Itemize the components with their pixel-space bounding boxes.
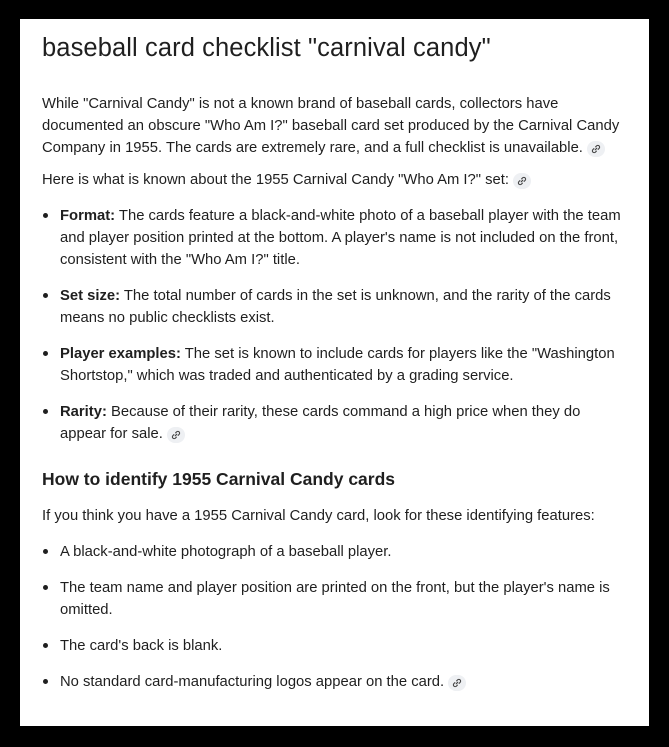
list-item xyxy=(60,671,627,693)
source-link-button[interactable] xyxy=(448,675,466,691)
list-item xyxy=(60,343,627,387)
source-link-button[interactable] xyxy=(513,173,531,189)
list-item xyxy=(60,285,627,329)
known-lead-text: Here is what is known about the 1955 Carnival Candy "Who Am I?" set: xyxy=(42,172,509,188)
answer-panel xyxy=(20,19,649,726)
fact-text: The set is known to include cards for players like the "Washington Shortstop," which was traded and authenticated by a grading service. xyxy=(60,346,615,384)
features-list xyxy=(42,541,627,693)
fact-text: Because of their rarity, these cards command a high price when they do appear for sale. xyxy=(60,404,581,442)
identify-lead: If you think you have a 1955 Carnival Candy card, look for these identifying features: xyxy=(42,508,595,524)
fact-label: Player examples: xyxy=(60,346,181,362)
list-item xyxy=(60,401,627,445)
facts-list xyxy=(42,205,627,445)
link-icon xyxy=(171,430,181,440)
source-link-button[interactable] xyxy=(587,141,605,157)
feature-text: No standard card-manufacturing logos appear on the card. xyxy=(60,674,445,690)
list-item: The team name and player position are printed on the front, but the player's name is omitted. xyxy=(60,577,627,621)
intro-text: While "Carnival Candy" is not a known brand of baseball cards, collectors have documented an obscure "Who Am I?" baseball card set produced by the Carnival Candy Company in 1955. The cards are extremely rare, and a full checklist is unavailable. xyxy=(42,96,620,156)
fact-label: Rarity: xyxy=(60,404,107,420)
fact-label: Set size: xyxy=(60,288,121,304)
list-item: The card's back is blank. xyxy=(60,635,627,657)
fact-text: The total number of cards in the set is unknown, and the rarity of the cards means no public checklists exist. xyxy=(60,288,611,326)
link-icon xyxy=(452,678,462,688)
source-link-button[interactable] xyxy=(167,427,185,443)
fact-text: The cards feature a black-and-white photo of a baseball player with the team and player position printed at the bottom. A player's name is not included on the front, consistent with the "Who Am I?" title. xyxy=(60,208,621,268)
list-item xyxy=(60,205,627,271)
link-icon xyxy=(517,176,527,186)
section-heading: How to identify 1955 Carnival Candy cards xyxy=(42,469,396,489)
link-icon xyxy=(591,144,601,154)
intro-paragraph xyxy=(42,93,627,159)
page-title: baseball card checklist "carnival candy" xyxy=(42,34,491,62)
list-item: A black-and-white photograph of a baseball player. xyxy=(60,541,627,563)
known-lead-paragraph xyxy=(42,169,627,191)
fact-label: Format: xyxy=(60,208,116,224)
